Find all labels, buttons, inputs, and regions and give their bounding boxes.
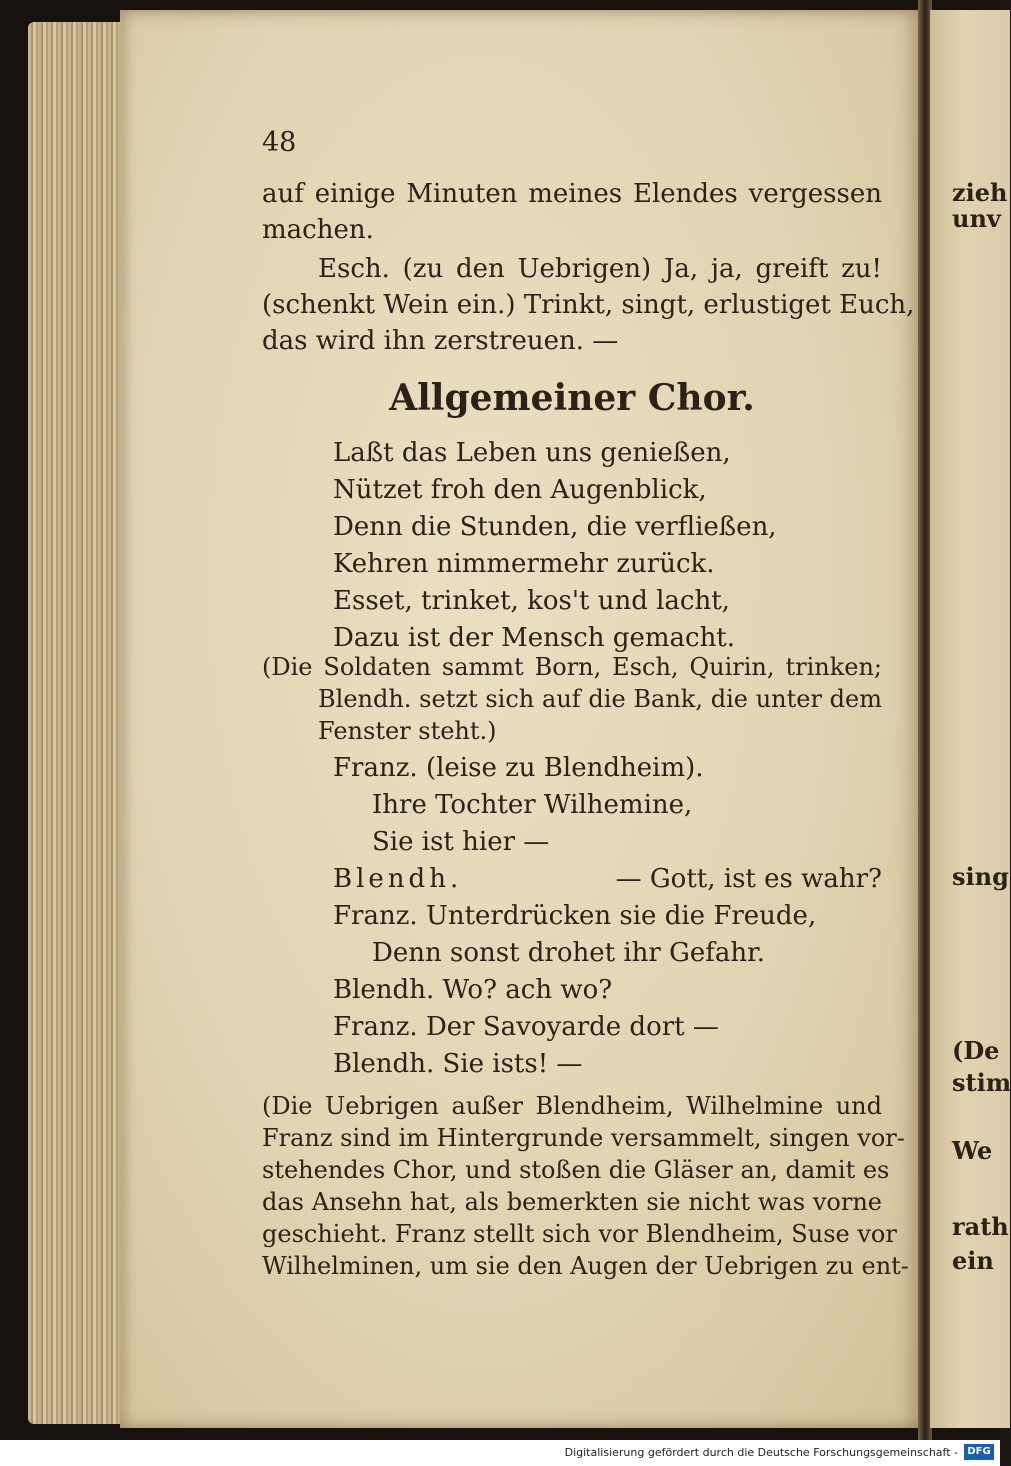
dialogue-line: Franz. Der Savoyarde dort — bbox=[333, 1012, 719, 1042]
footer-bar bbox=[0, 1440, 1000, 1466]
chorus-line: Dazu ist der Mensch gemacht. bbox=[333, 623, 736, 653]
next-page-fragment: ein bbox=[952, 1246, 994, 1275]
text-line: Esch. (zu den Uebrigen) Ja, ja, greift zu! bbox=[318, 254, 882, 284]
speaker-name: Blendh. bbox=[333, 864, 463, 894]
chorus-line: Denn die Stunden, die verfließen, bbox=[333, 512, 777, 542]
text-line: auf einige Minuten meines Elendes vergessen bbox=[262, 179, 882, 209]
text-line: (schenkt Wein ein.) Trinkt, singt, erlustiget Euch, bbox=[262, 290, 915, 320]
next-page-fragment: We bbox=[952, 1136, 993, 1165]
page-number: 48 bbox=[262, 127, 297, 158]
funding-credit: Digitalisierung gefördert durch die Deutsche Forschungsgemeinschaft - bbox=[564, 1446, 958, 1459]
text-line: machen. bbox=[262, 215, 374, 245]
chorus-line: Kehren nimmermehr zurück. bbox=[333, 549, 715, 579]
dialogue-line: Sie ist hier — bbox=[372, 827, 550, 857]
stage-direction-line: Blendh. setzt sich auf die Bank, die unter dem bbox=[318, 685, 882, 713]
dialogue-line: Blendh. Sie ists! — bbox=[333, 1049, 583, 1079]
stage-direction-line: Franz sind im Hintergrunde versammelt, singen vor- bbox=[262, 1124, 905, 1152]
stage-direction-line: stehendes Chor, und stoßen die Gläser an, damit es bbox=[262, 1156, 890, 1184]
dialogue-line: Ihre Tochter Wilhemine, bbox=[372, 790, 693, 820]
section-heading: Allgemeiner Chor. bbox=[389, 377, 755, 419]
next-page-fragment: sing bbox=[952, 862, 1009, 891]
stage-direction-line: (Die Uebrigen außer Blendheim, Wilhelmine und bbox=[262, 1092, 882, 1120]
stage-direction-line: Fenster steht.) bbox=[318, 717, 497, 745]
chorus-line: Laßt das Leben uns genießen, bbox=[333, 438, 731, 468]
next-page-fragment: unv bbox=[952, 204, 1001, 233]
dialogue-line: Denn sonst drohet ihr Gefahr. bbox=[372, 938, 765, 968]
stage-direction-line: Wilhelminen, um sie den Augen der Uebrigen zu ent- bbox=[262, 1252, 909, 1280]
next-page-fragment: stim bbox=[952, 1068, 1011, 1097]
stage-direction-line: (Die Soldaten sammt Born, Esch, Quirin, trinken; bbox=[262, 653, 882, 681]
next-page-fragment: zieh bbox=[952, 178, 1008, 207]
text-line: das wird ihn zerstreuen. — bbox=[262, 326, 619, 356]
chorus-line: Esset, trinket, kos't und lacht, bbox=[333, 586, 730, 616]
dfg-logo: DFG bbox=[964, 1444, 994, 1460]
next-page-fragment: (De bbox=[952, 1036, 1000, 1065]
chorus-line: Nützet froh den Augenblick, bbox=[333, 475, 707, 505]
dialogue-line: Franz. (leise zu Blendheim). bbox=[333, 753, 704, 783]
dialogue-line: Blendh. Wo? ach wo? bbox=[333, 975, 613, 1005]
dialogue-line: Franz. Unterdrücken sie die Freude, bbox=[333, 901, 817, 931]
stage-direction-line: das Ansehn hat, als bemerkten sie nicht was vorne bbox=[262, 1188, 882, 1216]
dialogue-line: — Gott, ist es wahr? bbox=[615, 864, 882, 894]
next-page-fragment: rath bbox=[952, 1212, 1009, 1241]
stage-direction-line: geschieht. Franz stellt sich vor Blendheim, Suse vor bbox=[262, 1220, 897, 1248]
